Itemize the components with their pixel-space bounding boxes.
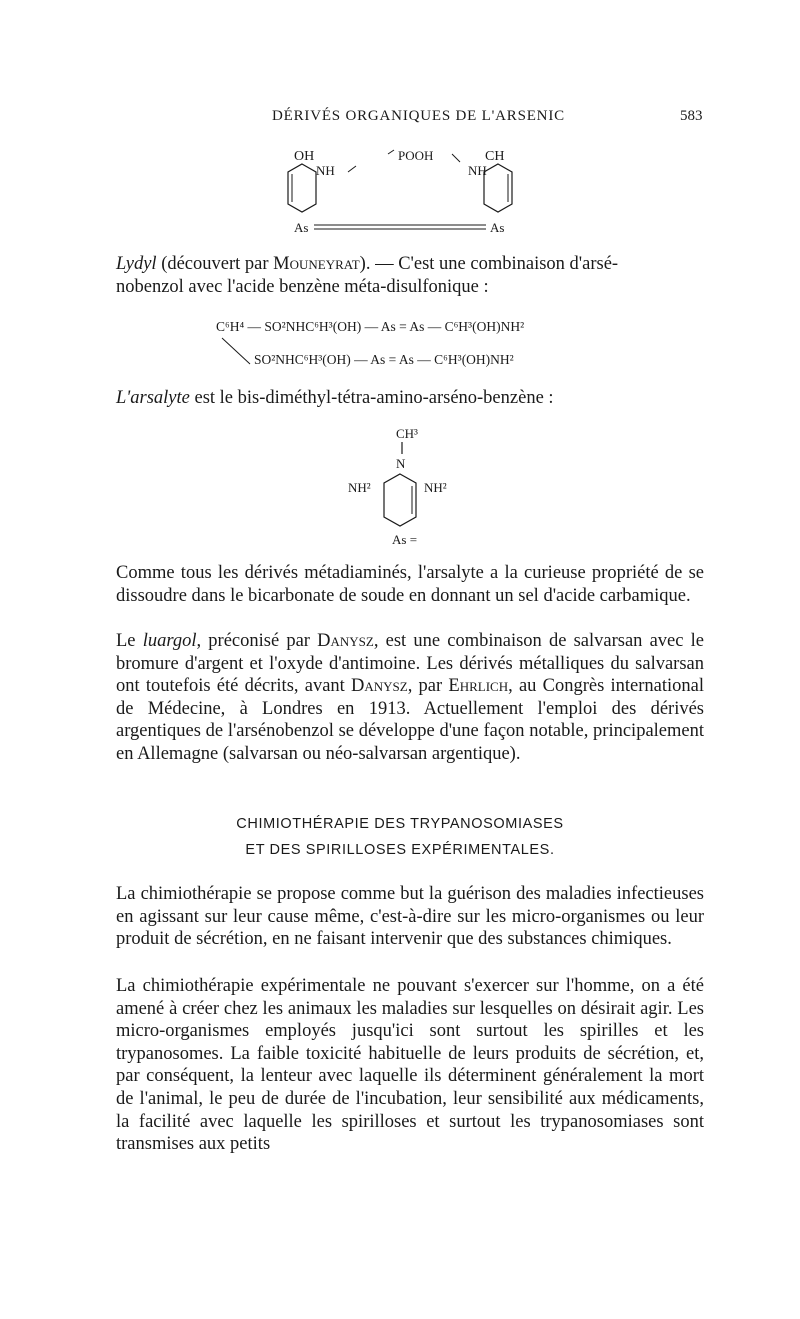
author-danysz-2: Danysz (351, 676, 408, 697)
structural-formula-arsalyte (340, 422, 480, 547)
nh-label-left: NH (316, 163, 335, 178)
luargol-text-5: , au Congrès international de Médecine, à Londres en 1913. Actuellement l'emploi des dérivés argentiques de l'arsénobenzol se développe d'une façon notable, principalement en Allemagne (salvarsan ou néo-salvarsan argentique). (116, 676, 704, 764)
lydyl-term: Lydyl (116, 254, 157, 274)
ch3-label: CH³ (396, 426, 418, 441)
formula-line-1: C⁶H⁴ — SO²NHC⁶H³(OH) — As = As — C⁶H³(OH)NH² (216, 319, 525, 334)
as-double-bond-label: As = (392, 532, 418, 547)
paragraph-arsalyte-property: Comme tous les dérivés métadiaminés, l'arsalyte a la curieuse propriété de se dissoudre dans le bicarbonate de soude en donnant un sel d'acide carbamique. (116, 563, 704, 606)
luargol-text-3: , est une combinaison de salvarsan avec le bromure d'argent et l'oxyde d'antimoine. Les dérivés métalliques du salvarsan ont toutefois été décrits, avant (116, 631, 704, 697)
nh-label-right: NH (468, 163, 487, 178)
running-title: DÉRIVÉS ORGANIQUES DE L'ARSENIC (272, 108, 565, 124)
luargol-text-1: Le (116, 631, 143, 651)
lydyl-text-2: ). — C'est une combinaison d'arsé- (359, 254, 619, 274)
arsalyte-text: est le bis-diméthyl-tétra-amino-arséno-benzène : (189, 388, 554, 408)
luargol-text-2: , préconisé par (196, 631, 318, 651)
paragraph-luargol (116, 630, 704, 766)
luargol-text-4: , par (407, 676, 449, 697)
section-heading-line-1: CHIMIOTHÉRAPIE DES TRYPANOSOMIASES (236, 816, 564, 832)
paragraph-chimiotherapie-definition: La chimiothérapie se propose comme but la guérison des maladies infectieuses en agissant sur leur cause même, c'est-à-dire sur les micro-organismes ou leur produit de sécrétion, en ne faisant intervenir que des substances chimiques. (116, 884, 704, 950)
luargol-term: luargol (142, 631, 197, 651)
section-heading-line-2: ET DES SPIRILLOSES EXPÉRIMENTALES. (245, 842, 555, 858)
ch-label: CH (485, 149, 505, 164)
as-label-left: As (294, 220, 309, 235)
paragraph-chimiotherapie-experimentale: La chimiothérapie expérimentale ne pouvant s'exercer sur l'homme, on a été amené à créer chez les animaux les maladies sur lesquelles on désirait agir. Les micro-organismes employés jusqu'ici sont surtout les spirilles et les trypanosomes. La faible toxicité habituelle de leurs produits de sécrétion, et, par conséquent, la lenteur avec laquelle ils déterminent généralement la mort de l'animal, le peu de durée de l'incubation, leur sensibilité aux médicaments, la facilité avec laquelle les spirilloses et surtout les trypanosomiases sont transmises aux petits (116, 976, 704, 1155)
paragraph-lydyl (116, 253, 704, 298)
pooh-label: POOH (398, 148, 434, 163)
as-label-right: As (490, 220, 505, 235)
author-danysz-1: Danysz (317, 631, 374, 651)
author-ehrlich: Ehrlich (448, 676, 509, 697)
lydyl-text-1: (découvert par (156, 254, 274, 274)
nh2-right-label: NH² (424, 480, 447, 495)
structural-formula-lydyl-base (280, 140, 520, 240)
author-mouneyrat: Mouneyrat (273, 254, 360, 274)
formula-line-2: SO²NHC⁶H³(OH) — As = As — C⁶H³(OH)NH² (254, 352, 514, 367)
lydyl-text-3: nobenzol avec l'acide benzène méta-disulfonique : (116, 276, 489, 297)
oh-label: OH (294, 149, 315, 164)
n-label: N (396, 456, 406, 471)
paragraph-arsalyte (116, 387, 704, 410)
page-number: 583 (680, 108, 703, 124)
arsalyte-term: L'arsalyte (116, 388, 190, 408)
nh2-left-label: NH² (348, 480, 371, 495)
